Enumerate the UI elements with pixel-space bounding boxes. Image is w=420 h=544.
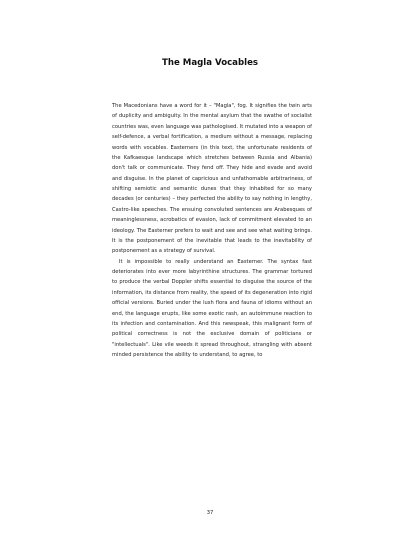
page-number: 37: [206, 510, 214, 516]
paragraph-2: It is impossible to really understand an Easterner. The syntax fast deteriorates into ever more labyrinthine structures. The grammar tortured to produce the verbal Doppler shifts essential to disguise the source of the information, its distance from reality, the speed of its degeneration into rigid official versions. Buried under the lush flora and fauna of idioms without an end, the language erupts, like some exotic rash, an autoimmune reaction to its infection and contamination. And this newspeak, this malignant form of political correctness is not the exclusive domain of politicians or "intellectuals". Like vile weeds it spread throughout, strangling with absent minded persistence the ability to understand, to agree, to: [112, 258, 312, 358]
body-text: [112, 101, 312, 360]
chapter-title: The Magla Vocables: [161, 58, 259, 68]
paragraph-1: The Macedonians have a word for it – "Magla", fog. It signifies the twin arts of duplicity and ambiguity. In the mental asylum that the swathe of socialist countries was, even language was pathologised. It mutated into a weapon of self-defence, a verbal fortification, a medium without a message, replacing words with vocables. Easterners (in this text, the unfortunate residents of the Kafkaesque landscape which stretches between Russia and Albania) don't talk or communicate. They fend off. They hide and evade and avoid and disguise. In the planet of capricious and unfathomable arbitrariness, of shifting semiotic and semantic dunes that they inhabited for so many decades (or centuries) – they perfected the ability to say nothing in lengthy, Castro-like speeches. The ensuing convoluted sentences are Arabesques of meaninglessness, acrobatics of evasion, lack of commitment elevated to an ideology. The Easterner prefers to wait and see and see what waiting brings. It is the postponement of the inevitable that leads to the inevitability of postponement as a strategy of survival.: [112, 103, 312, 255]
